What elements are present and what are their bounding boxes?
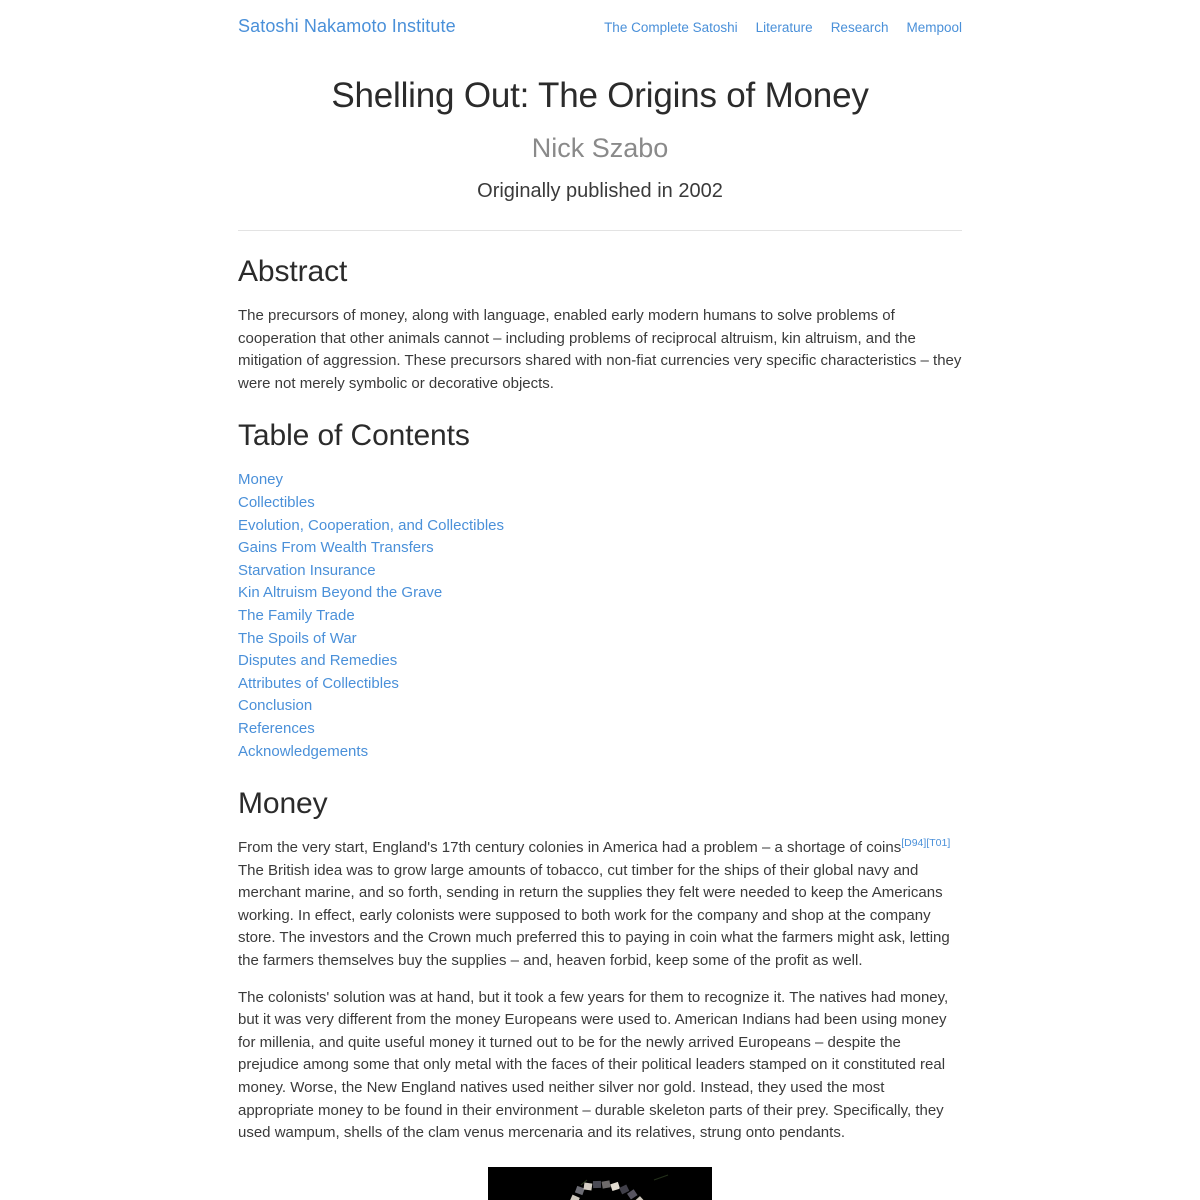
nav-link-the-complete-satoshi[interactable]: The Complete Satoshi (604, 20, 738, 35)
nav-link-research[interactable]: Research (830, 20, 889, 35)
toc-link-kin-altruism-beyond-the-grave[interactable]: Kin Altruism Beyond the Grave (238, 584, 443, 602)
money-paragraph-2: The colonists' solution was at hand, but it took a few years for them to recognize it. The natives had money, but it was very different from the money Europeans were used to. American Indians had been using money for millenia, and quite useful money it turned out to be for the newly arrived Europeans – despite the prejudice among some that only metal with the faces of their political leaders stamped on it constituted real money. Worse, the New England natives used neither silver nor gold. Instead, they used the most appropriate money to be found in their environment – durable skeleton parts of their prey. Specifically, they used wampum, shells of the clam venus mercenaria and its relatives, strung onto pendants. (238, 988, 949, 1142)
money-paragraph-1-text-before-citation: From the very start, England's 17th century colonies in America had a problem – a shortage of coins (238, 839, 902, 857)
money-paragraph-1-text-after-citation: The British idea was to grow large amounts of tobacco, cut timber for the ships of their global navy and merchant marine, and so forth, sending in return the supplies they felt were needed to keep the Americans working. In effect, early colonists were supposed to both work for the company and shop at the company store. The investors and the Crown much preferred this to paying in coin what the farmers might ask, letting the farmers themselves buy the supplies – and, heaven forbid, keep some of the profit as well. (238, 861, 950, 970)
header-divider (238, 230, 962, 231)
document-author: Nick Szabo (531, 133, 669, 163)
wampum-necklace-photo (488, 1167, 712, 1200)
abstract-text: The precursors of money, along with language, enabled early modern humans to solve problems of cooperation that other animals cannot – including problems of reciprocal altruism, kin altruism, and the mitigation of aggression. These precursors shared with non-fiat currencies very specific characteristics – they were not merely symbolic or decorative objects. (238, 307, 962, 392)
toc-link-gains-from-wealth-transfers[interactable]: Gains From Wealth Transfers (238, 539, 434, 557)
toc-link-disputes-and-remedies[interactable]: Disputes and Remedies (238, 652, 398, 670)
site-nav (604, 18, 962, 38)
table-of-contents (238, 469, 962, 763)
citation-link-d94[interactable]: [D94] (901, 837, 927, 850)
content-container (238, 0, 962, 1200)
site-header (238, 0, 962, 38)
toc-link-collectibles[interactable]: Collectibles (238, 493, 315, 511)
toc-link-evolution-cooperation-and-collectibles[interactable]: Evolution, Cooperation, and Collectibles (238, 516, 504, 534)
toc-link-money[interactable]: Money (238, 471, 284, 489)
toc-link-the-family-trade[interactable]: The Family Trade (238, 606, 355, 624)
citation-group (901, 837, 950, 849)
table-of-contents-heading: Table of Contents (238, 419, 470, 453)
nav-link-mempool[interactable]: Mempool (906, 20, 962, 35)
abstract-heading: Abstract (238, 255, 348, 288)
toc-link-references[interactable]: References (238, 719, 315, 737)
toc-link-the-spoils-of-war[interactable]: The Spoils of War (238, 629, 357, 647)
site-title-link[interactable]: Satoshi Nakamoto Institute (238, 16, 456, 36)
money-section-heading: Money (238, 787, 328, 821)
nav-link-literature[interactable]: Literature (755, 20, 813, 35)
wampum-necklace-illustration (488, 1167, 712, 1200)
page-title: Shelling Out: The Origins of Money (331, 76, 869, 115)
toc-link-starvation-insurance[interactable]: Starvation Insurance (238, 561, 376, 579)
citation-link-t01[interactable]: [T01] (926, 837, 951, 850)
toc-link-attributes-of-collectibles[interactable]: Attributes of Collectibles (238, 674, 399, 692)
money-paragraph-1 (238, 837, 962, 973)
toc-link-acknowledgements[interactable]: Acknowledgements (238, 742, 369, 760)
wampum-figure (238, 1167, 962, 1200)
toc-link-conclusion[interactable]: Conclusion (238, 697, 313, 715)
document-publication-info: Originally published in 2002 (477, 180, 723, 202)
document-title-block (238, 38, 962, 205)
